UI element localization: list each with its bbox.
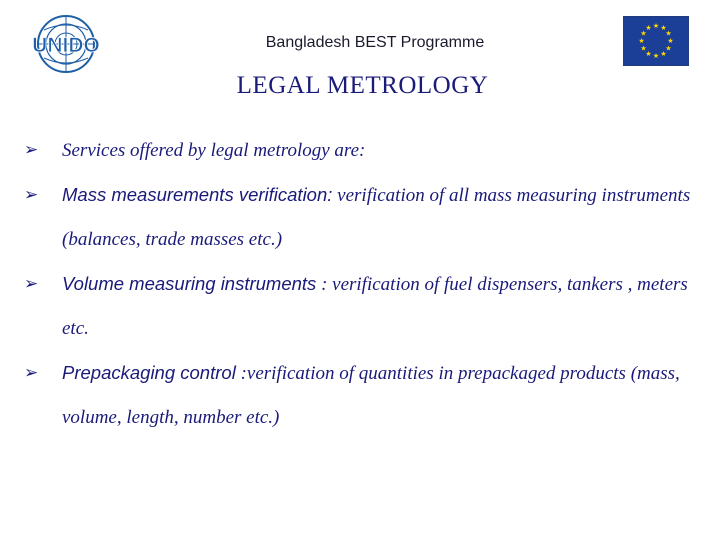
unido-logo-text: UNIDO [32,34,100,57]
svg-text:★: ★ [665,44,672,53]
bullet-item [24,262,714,351]
arrow-bullet-icon: ➢ [24,185,39,205]
bullet-item [24,128,714,173]
eu-flag-icon [623,16,689,66]
arrow-bullet-icon: ➢ [24,363,39,383]
arrow-bullet-icon: ➢ [24,274,39,294]
bullet-text: :verification of quantities in prepackaged products (mass, volume, length, number etc.) [62,363,680,428]
bullet-text: Services offered by legal metrology are: [62,140,366,161]
slide-title: LEGAL METROLOGY [236,72,489,99]
bullet-text: : verification of fuel dispensers, tankers , meters etc. [62,274,688,339]
svg-text:★: ★ [652,52,660,60]
bullet-text: verification of all mass measuring instruments (balances, trade masses etc.) [62,185,691,250]
svg-text:★: ★ [638,37,645,45]
svg-text:★: ★ [640,29,647,38]
svg-text:★: ★ [665,29,672,38]
header-title: Bangladesh BEST Programme [265,34,485,51]
arrow-bullet-icon: ➢ [24,140,39,160]
svg-text:★: ★ [667,37,674,45]
svg-text:★: ★ [660,50,667,58]
bullet-item [24,351,714,440]
svg-text:★: ★ [652,22,660,30]
svg-text:★: ★ [660,24,667,32]
svg-text:★: ★ [645,24,652,32]
bullet-lead: Mass measurements verification: [62,184,333,205]
bullet-lead: Volume measuring instruments [62,273,317,294]
bullet-list [24,128,714,440]
bullet-item [24,173,714,262]
svg-text:★: ★ [640,44,647,53]
bullet-lead: Prepackaging control [62,362,236,383]
svg-text:★: ★ [645,50,652,58]
